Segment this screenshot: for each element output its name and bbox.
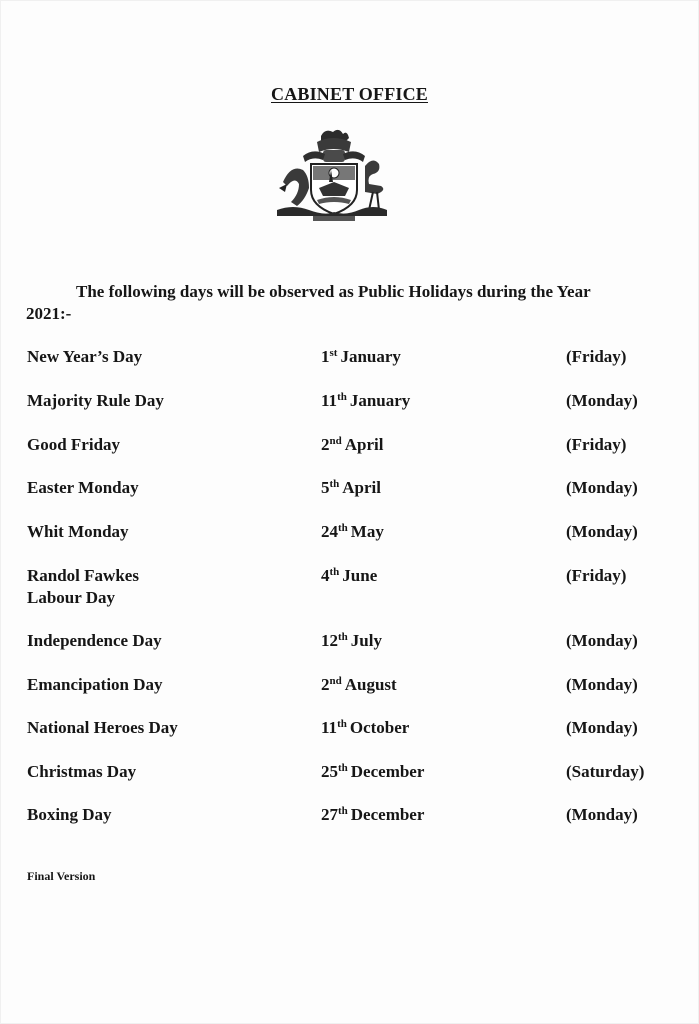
holiday-row (0, 674, 699, 718)
holiday-name: Boxing Day (27, 805, 112, 824)
holiday-name: Majority Rule Day (27, 391, 164, 410)
holiday-name: Randol Fawkes Labour Day (27, 566, 139, 607)
date-suffix: th (337, 718, 347, 730)
page-title: CABINET OFFICE (271, 84, 428, 104)
date-day: 25 (321, 762, 338, 781)
holiday-row (0, 804, 699, 848)
holiday-date (321, 434, 383, 456)
date-suffix: th (338, 631, 348, 643)
date-suffix: st (329, 347, 338, 359)
date-suffix: th (329, 566, 340, 578)
holiday-name: Good Friday (27, 435, 121, 454)
date-suffix: th (338, 762, 348, 774)
holiday-row (0, 434, 699, 478)
holiday-weekday: (Monday) (566, 805, 638, 824)
date-day: 11 (321, 718, 338, 737)
date-day: 1 (321, 347, 330, 366)
holiday-weekday: (Friday) (566, 347, 627, 366)
date-day: 24 (321, 522, 338, 541)
date-month: June (342, 566, 378, 585)
date-suffix: nd (329, 435, 342, 447)
date-month: January (340, 347, 401, 366)
holiday-name: National Heroes Day (27, 718, 178, 737)
intro-line-1: The following days will be observed as Public Holidays during the Year (76, 282, 591, 301)
date-month: July (350, 631, 382, 650)
version-note: Final Version (27, 869, 96, 883)
holiday-date (321, 565, 377, 587)
holiday-weekday: (Monday) (566, 478, 638, 497)
holiday-row (0, 477, 699, 521)
date-suffix: th (337, 391, 347, 403)
date-day: 4 (321, 566, 330, 585)
holiday-row (0, 630, 699, 674)
date-suffix: th (338, 522, 348, 534)
date-day: 11 (321, 391, 338, 410)
holiday-weekday: (Monday) (566, 522, 638, 541)
holiday-date (321, 477, 381, 499)
date-day: 27 (321, 805, 338, 824)
date-suffix: th (338, 805, 348, 817)
holiday-weekday: (Saturday) (566, 762, 645, 781)
holiday-weekday: (Friday) (566, 566, 627, 585)
intro-line-2: 2021:- (26, 304, 72, 323)
holiday-date (321, 674, 397, 696)
date-month: December (350, 805, 425, 824)
holiday-date (321, 346, 401, 368)
date-month: April (342, 478, 382, 497)
holiday-row (0, 717, 699, 761)
holiday-row (0, 761, 699, 805)
holiday-date (321, 804, 424, 826)
date-month: October (349, 718, 410, 737)
holiday-name: Christmas Day (27, 762, 137, 781)
holiday-name: Whit Monday (27, 522, 129, 541)
holiday-weekday: (Monday) (566, 718, 638, 737)
date-month: January (349, 391, 411, 410)
date-month: April (344, 435, 384, 454)
holiday-date (321, 521, 384, 543)
holiday-date (321, 717, 409, 739)
date-suffix: th (329, 478, 340, 490)
date-day: 5 (321, 478, 330, 497)
holiday-weekday: (Friday) (566, 435, 627, 454)
holiday-row (0, 521, 699, 565)
date-day: 2 (321, 435, 330, 454)
date-day: 12 (321, 631, 338, 650)
date-month: August (344, 675, 397, 694)
holiday-name: Easter Monday (27, 478, 139, 497)
holiday-row (0, 390, 699, 434)
date-month: December (350, 762, 425, 781)
holiday-weekday: (Monday) (566, 391, 638, 410)
holiday-name: Emancipation Day (27, 675, 163, 694)
holiday-weekday: (Monday) (566, 675, 638, 694)
date-suffix: nd (329, 675, 342, 687)
holiday-name: Independence Day (27, 631, 162, 650)
holiday-date (321, 630, 382, 652)
holiday-row (0, 346, 699, 390)
date-day: 2 (321, 675, 330, 694)
holiday-row (0, 565, 699, 609)
date-month: May (350, 522, 384, 541)
holiday-name: New Year’s Day (27, 347, 143, 366)
holiday-weekday: (Monday) (566, 631, 638, 650)
holiday-date (321, 761, 424, 783)
holiday-date (321, 390, 410, 412)
